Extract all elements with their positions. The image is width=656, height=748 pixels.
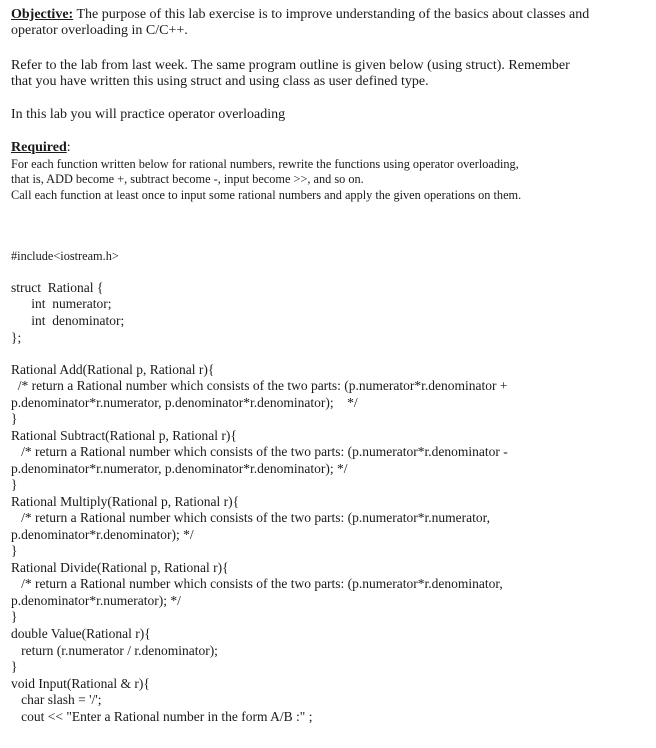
code-line: } [11, 411, 18, 426]
code-line: } [11, 609, 18, 624]
objective-label: Objective: [11, 7, 74, 22]
required-label: Required [11, 140, 67, 155]
code-line: p.denominator*r.numerator); */ [11, 593, 181, 608]
objective-line-2: operator overloading in C/C++. [11, 23, 188, 38]
code-line: p.denominator*r.numerator, p.denominator*r.denominator); */ [11, 395, 358, 410]
code-line: double Value(Rational r){ [11, 626, 151, 641]
code-line: Rational Subtract(Rational p, Rational r){ [11, 428, 237, 443]
code-line: } [11, 543, 18, 558]
required-heading [11, 140, 71, 156]
code-line: } [11, 477, 18, 492]
code-line: Rational Add(Rational p, Rational r){ [11, 362, 215, 377]
code-line: } [11, 659, 18, 674]
code-line: /* return a Rational number which consists of the two parts: (p.numerator*r.denominator + [11, 378, 508, 393]
code-line: void Input(Rational & r){ [11, 676, 150, 691]
code-line: return (r.numerator / r.denominator); [11, 643, 218, 658]
code-line: int denominator; [11, 313, 125, 328]
code-line: /* return a Rational number which consists of the two parts: (p.numerator*r.denominator, [11, 576, 503, 591]
required-line-2: that is, ADD become +, subtract become -, input become >>, and so on. [11, 172, 364, 186]
objective-text-1: The purpose of this lab exercise is to improve understanding of the basics about classes and [73, 7, 590, 22]
required-line-1: For each function written below for rational numbers, rewrite the functions using operator overloading, [11, 157, 519, 171]
code-line: struct Rational { [11, 280, 104, 295]
intro-line-2: that you have written this using struct and using class as user defined type. [11, 74, 429, 89]
code-line: p.denominator*r.denominator); */ [11, 527, 194, 542]
code-line: Rational Multiply(Rational p, Rational r){ [11, 494, 240, 509]
code-line: int numerator; [11, 296, 112, 311]
required-line-3: Call each function at least once to input some rational numbers and apply the given operations on them. [11, 188, 522, 202]
code-line: char slash = '/'; [11, 692, 102, 707]
code-line: Rational Divide(Rational p, Rational r){ [11, 560, 229, 575]
code-line: /* return a Rational number which consists of the two parts: (p.numerator*r.denominator - [11, 444, 508, 459]
code-line: p.denominator*r.numerator, p.denominator*r.denominator); */ [11, 461, 348, 476]
practice-line: In this lab you will practice operator overloading [11, 107, 286, 122]
code-line: }; [11, 330, 22, 345]
code-line: /* return a Rational number which consists of the two parts: (p.numerator*r.numerator, [11, 510, 490, 525]
code-include: #include<iostream.h> [11, 249, 119, 263]
objective-line-1 [11, 7, 589, 23]
code-line: cout << "Enter a Rational number in the form A/B :" ; [11, 709, 313, 724]
required-colon: : [66, 140, 71, 155]
intro-line-1: Refer to the lab from last week. The same program outline is given below (using struct). Remember [11, 58, 570, 73]
